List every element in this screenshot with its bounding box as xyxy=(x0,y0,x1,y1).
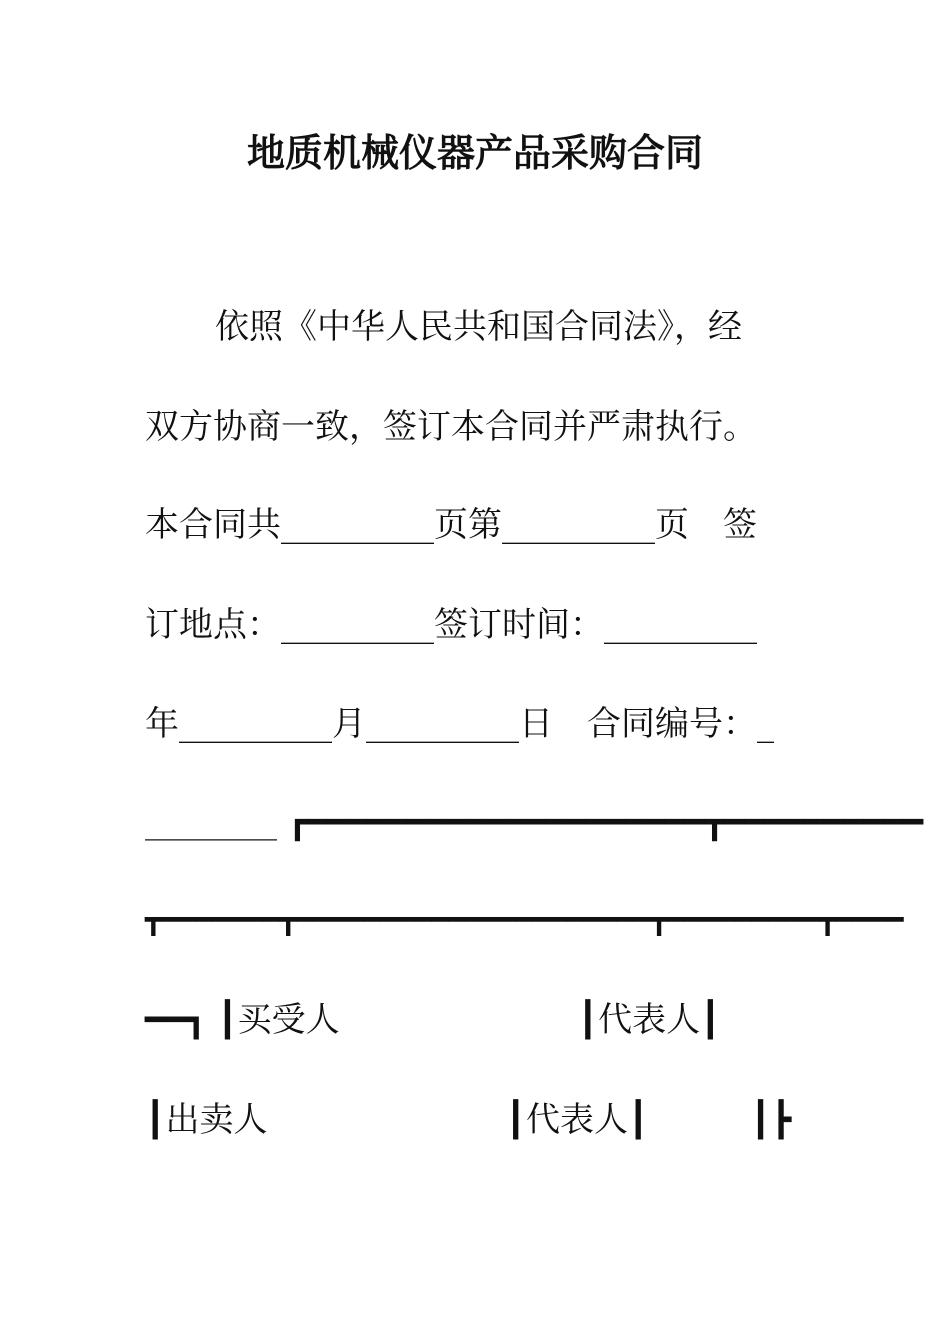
table-row-buyer: ━━┓ ┃买受人 ┃代表人┃ xyxy=(145,1000,721,1040)
body-line-5: 年_________月_________日 合同编号：_ xyxy=(145,704,774,744)
table-border-line-2: ┳━━━━━━━┳━━━━━━━━━━━━━━━━━━━━━┳━━━━━━━━━┳━━━━ xyxy=(145,903,904,936)
body-line-3: 本合同共_________页第_________页 签 xyxy=(145,505,757,545)
table-border-line-1: ________ ┏━━━━━━━━━━━━━━━━━━━━┳━━━━━━━━━━ xyxy=(145,802,924,841)
body-line-2: 双方协商一致，签订本合同并严肃执行。 xyxy=(145,407,757,447)
body-line-4: 订地点：_________签订时间：_________ xyxy=(145,605,757,645)
table-row-seller: ┃出卖人 ┃代表人┃ ┃┣ xyxy=(145,1100,792,1140)
document-title: 地质机械仪器产品采购合同 xyxy=(246,131,703,175)
body-line-1: 依照《中华人民共和国合同法》，经 xyxy=(215,307,742,347)
